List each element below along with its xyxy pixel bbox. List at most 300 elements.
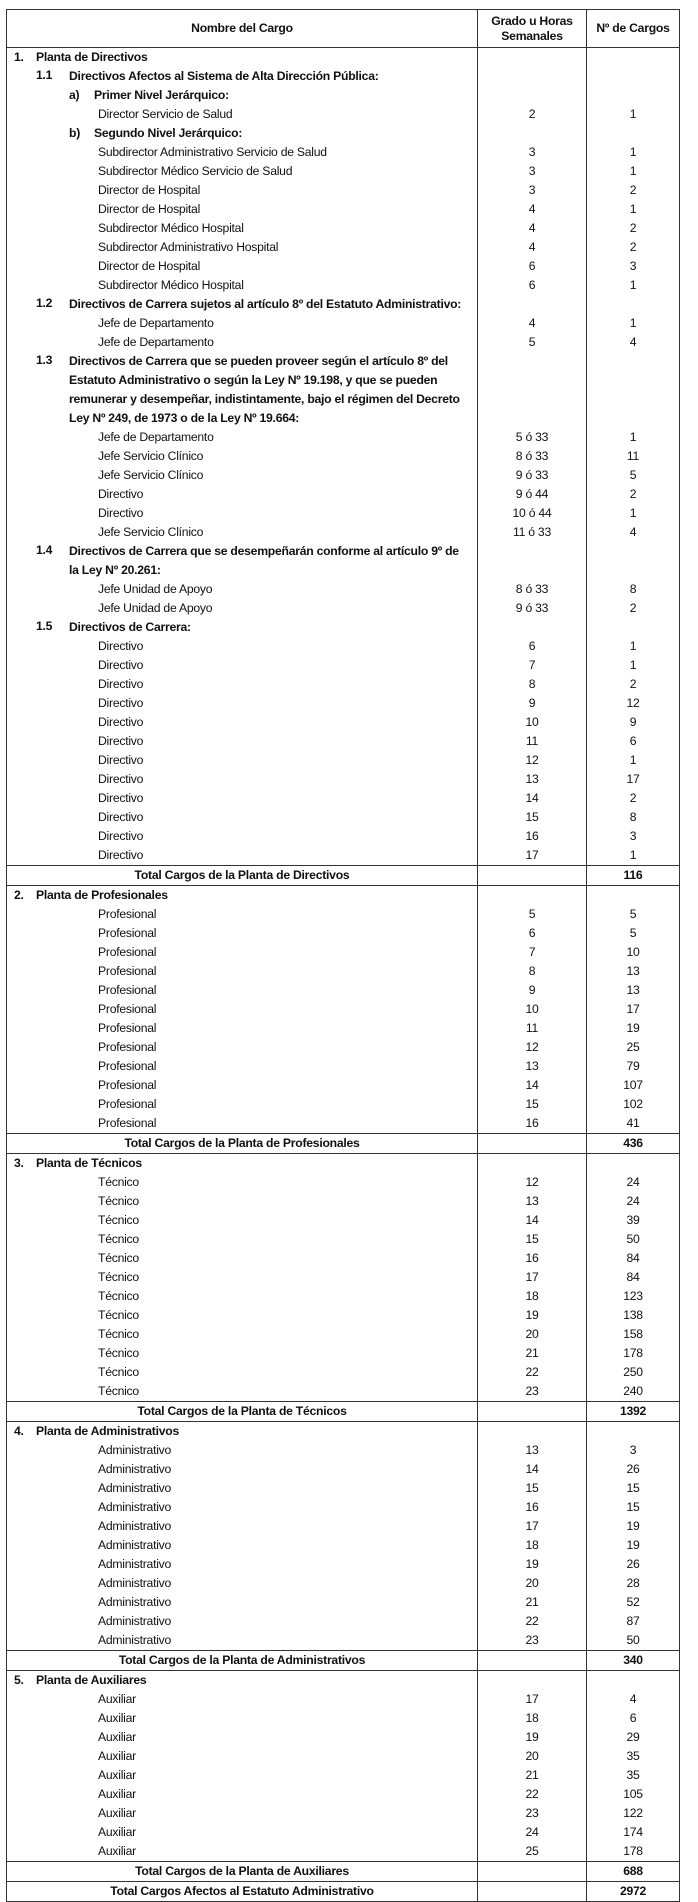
table-row: [7, 1382, 680, 1402]
cargo-count: 50: [587, 1230, 680, 1249]
cargo-grade: 18: [478, 1536, 587, 1555]
empty-count: [587, 86, 680, 105]
cargo-name: [7, 1517, 478, 1536]
empty-count: [587, 886, 680, 906]
empty-grade: [478, 67, 587, 86]
cargo-name-text: Directivo: [98, 677, 144, 691]
table-row: [7, 333, 680, 352]
cargo-grade: 13: [478, 1192, 587, 1211]
cargo-name-text: Auxiliar: [98, 1730, 136, 1744]
cargo-name: [7, 1747, 478, 1766]
cargo-grade: 6: [478, 276, 587, 295]
cargo-grade: 8 ó 33: [478, 580, 587, 599]
cargo-count: 1: [587, 428, 680, 447]
cargo-name-text: Técnico: [98, 1213, 139, 1227]
cargo-name: [7, 257, 478, 276]
cargo-name-text: Auxiliar: [98, 1749, 136, 1763]
cargo-count: 2: [587, 238, 680, 257]
cargo-name-text: Administrativo: [98, 1481, 172, 1495]
table-row: [7, 1211, 680, 1230]
cargo-name-text: Directivo: [98, 829, 144, 843]
table-row: [7, 905, 680, 924]
cargo-grade: 16: [478, 1249, 587, 1268]
cargo-grade: 10: [478, 713, 587, 732]
empty-count: [587, 295, 680, 314]
cargo-count: 3: [587, 1441, 680, 1460]
cargo-name-text: Técnico: [98, 1175, 139, 1189]
cargo-name: [7, 943, 478, 962]
cargo-name: [7, 1574, 478, 1593]
cargo-name-text: Director de Hospital: [98, 183, 201, 197]
cargo-count: 11: [587, 447, 680, 466]
cargo-grade: 21: [478, 1766, 587, 1785]
table-row: [7, 162, 680, 181]
cargo-name-text: Profesional: [98, 1059, 157, 1073]
cargo-grade: 4: [478, 219, 587, 238]
cargo-name-text: Técnico: [98, 1346, 139, 1360]
cargo-name-text: Profesional: [98, 1002, 157, 1016]
empty-grade: [478, 886, 587, 906]
cargo-count: 50: [587, 1631, 680, 1651]
section-total-row: [7, 1134, 680, 1154]
cargo-name-text: Profesional: [98, 983, 157, 997]
table-row: [7, 732, 680, 751]
cargo-count: 13: [587, 981, 680, 1000]
cargo-name-text: Subdirector Médico Hospital: [98, 278, 244, 292]
table-row: [7, 1823, 680, 1842]
cargo-name-text: Auxiliar: [98, 1768, 136, 1782]
empty-grade: [478, 1671, 587, 1691]
cargo-count: 3: [587, 257, 680, 276]
section-total-row-count: 340: [587, 1651, 680, 1671]
cargo-name-text: Directivo: [98, 506, 144, 520]
table-row: [7, 523, 680, 542]
subsection-heading-title: Directivos de Carrera que se pueden proveer según el artículo 8º del Estatuto Administrativo o según la Ley Nº 19.198, y que se pueden remunerar y desempeñar, indistintamente, bajo el régimen del Decreto Ley Nº 249, de 1973 o de la Ley Nº 19.664:: [69, 354, 460, 425]
cargo-name: [7, 808, 478, 827]
cargo-name-text: Directivo: [98, 715, 144, 729]
cargo-grade: 12: [478, 1038, 587, 1057]
cargo-count: 2: [587, 675, 680, 694]
cargo-name: [7, 1785, 478, 1804]
cargo-name-text: Director Servicio de Salud: [98, 107, 233, 121]
section-heading-title: Planta de Profesionales: [36, 888, 168, 902]
table-row: [7, 1612, 680, 1631]
section-heading: [7, 1154, 680, 1174]
cargo-name: [7, 1441, 478, 1460]
table-row: [7, 1498, 680, 1517]
cargo-grade: 9 ó 33: [478, 599, 587, 618]
grand-total-row-label: Total Cargos Afectos al Estatuto Administrativo: [7, 1882, 478, 1902]
cargo-count: 102: [587, 1095, 680, 1114]
cargo-grade: 2: [478, 105, 587, 124]
cargo-grade: 5 ó 33: [478, 428, 587, 447]
cargo-name-text: Subdirector Administrativo Servicio de Salud: [98, 145, 327, 159]
cargo-grade: 11 ó 33: [478, 523, 587, 542]
level-heading-title: Primer Nivel Jerárquico:: [94, 88, 229, 102]
table-row: [7, 105, 680, 124]
section-heading-number: 2.: [14, 888, 24, 902]
cargo-count: 24: [587, 1192, 680, 1211]
cargo-count: 1: [587, 314, 680, 333]
cargo-name-text: Técnico: [98, 1327, 139, 1341]
cargo-grade: 14: [478, 1460, 587, 1479]
cargo-name: [7, 637, 478, 656]
cargo-name-text: Profesional: [98, 945, 157, 959]
cargo-name-text: Auxiliar: [98, 1787, 136, 1801]
cargo-grade: 8: [478, 675, 587, 694]
cargo-grade: 23: [478, 1804, 587, 1823]
section-total-row-label: Total Cargos de la Planta de Profesionales: [7, 1134, 478, 1154]
cargo-count: 107: [587, 1076, 680, 1095]
cargo-grade: 17: [478, 1517, 587, 1536]
section-total-row-label: Total Cargos de la Planta de Auxiliares: [7, 1862, 478, 1882]
cargo-count: 9: [587, 713, 680, 732]
cargo-name: [7, 1479, 478, 1498]
subsection-heading-number: 1.2: [36, 296, 53, 310]
cargo-grade: 21: [478, 1593, 587, 1612]
cargo-name-text: Técnico: [98, 1384, 139, 1398]
cargo-name: [7, 924, 478, 943]
cargo-name-text: Jefe de Departamento: [98, 335, 214, 349]
cargo-count: 79: [587, 1057, 680, 1076]
section-total-row-grade: [478, 1862, 587, 1882]
cargo-grade: 5: [478, 333, 587, 352]
section-heading: [7, 48, 680, 68]
cargo-name-text: Administrativo: [98, 1500, 172, 1514]
cargo-count: 4: [587, 523, 680, 542]
cargo-grade: 15: [478, 1230, 587, 1249]
empty-count: [587, 618, 680, 637]
cargo-name: [7, 523, 478, 542]
section-heading: [7, 886, 680, 906]
section-heading-title: Planta de Administrativos: [36, 1424, 179, 1438]
cargo-count: 10: [587, 943, 680, 962]
section-heading-cell: [7, 48, 478, 68]
cargo-grade: 6: [478, 924, 587, 943]
cargo-count: 5: [587, 466, 680, 485]
cargo-name: [7, 1728, 478, 1747]
cargo-name: [7, 1766, 478, 1785]
cargo-name-text: Administrativo: [98, 1462, 172, 1476]
table-row: [7, 1306, 680, 1325]
cargo-name: [7, 1325, 478, 1344]
subsection-heading-title: Directivos de Carrera:: [69, 620, 191, 634]
cargo-name: [7, 1460, 478, 1479]
cargo-name: [7, 732, 478, 751]
cargo-name-text: Jefe Servicio Clínico: [98, 468, 204, 482]
cargo-grade: 24: [478, 1823, 587, 1842]
table-row: [7, 1000, 680, 1019]
cargo-name-text: Técnico: [98, 1365, 139, 1379]
cargo-name-text: Técnico: [98, 1232, 139, 1246]
cargos-table: [6, 9, 680, 1902]
cargo-name-text: Técnico: [98, 1308, 139, 1322]
cargo-grade: 22: [478, 1612, 587, 1631]
table-row: [7, 1249, 680, 1268]
cargo-count: 2: [587, 789, 680, 808]
subsection-heading-number: 1.4: [36, 543, 53, 557]
cargo-name-text: Administrativo: [98, 1633, 172, 1647]
cargo-count: 8: [587, 580, 680, 599]
cargo-grade: 16: [478, 827, 587, 846]
empty-grade: [478, 124, 587, 143]
table-row: [7, 200, 680, 219]
section-total-row-count: 688: [587, 1862, 680, 1882]
cargo-count: 2: [587, 599, 680, 618]
cargo-count: 1: [587, 751, 680, 770]
cargo-name-text: Administrativo: [98, 1443, 172, 1457]
cargo-name: [7, 789, 478, 808]
table-row: [7, 694, 680, 713]
cargo-name-text: Jefe de Departamento: [98, 430, 214, 444]
cargo-count: 2: [587, 219, 680, 238]
cargo-grade: 20: [478, 1747, 587, 1766]
cargo-name-text: Administrativo: [98, 1576, 172, 1590]
level-heading-cell: [7, 86, 478, 105]
cargo-name: [7, 1804, 478, 1823]
cargo-count: 4: [587, 1690, 680, 1709]
cargo-grade: 22: [478, 1363, 587, 1382]
cargo-grade: 17: [478, 1690, 587, 1709]
section-total-row-count: 116: [587, 866, 680, 886]
cargo-grade: 13: [478, 1441, 587, 1460]
table-row: [7, 1019, 680, 1038]
section-heading-cell: [7, 1422, 478, 1442]
cargo-name: [7, 1057, 478, 1076]
cargo-name: [7, 656, 478, 675]
cargo-grade: 7: [478, 943, 587, 962]
section-heading-title: Planta de Directivos: [36, 50, 148, 64]
cargo-name-text: Técnico: [98, 1289, 139, 1303]
section-total-row-grade: [478, 1651, 587, 1671]
cargo-count: 1: [587, 504, 680, 523]
cargo-count: 24: [587, 1173, 680, 1192]
cargo-name: [7, 599, 478, 618]
grand-total-row-grade: [478, 1882, 587, 1902]
cargo-name: [7, 485, 478, 504]
cargo-name: [7, 770, 478, 789]
cargo-count: 87: [587, 1612, 680, 1631]
table-row: [7, 1114, 680, 1134]
subsection-heading-number: 1.3: [36, 353, 53, 367]
cargo-grade: 19: [478, 1728, 587, 1747]
cargo-grade: 6: [478, 637, 587, 656]
empty-grade: [478, 48, 587, 68]
table-body: [7, 48, 680, 1902]
cargo-name: [7, 333, 478, 352]
cargo-grade: 22: [478, 1785, 587, 1804]
cargo-grade: 17: [478, 846, 587, 866]
cargo-name-text: Jefe Unidad de Apoyo: [98, 582, 213, 596]
table-row: [7, 504, 680, 523]
cargo-name: [7, 1382, 478, 1402]
cargo-name: [7, 1076, 478, 1095]
table-row: [7, 1536, 680, 1555]
cargo-grade: 15: [478, 808, 587, 827]
cargo-count: 26: [587, 1555, 680, 1574]
subsection-heading-title: Directivos de Carrera que se desempeñarán conforme al artículo 9º de la Ley Nº 20.261:: [69, 544, 459, 577]
table-row: [7, 808, 680, 827]
cargo-count: 240: [587, 1382, 680, 1402]
cargo-count: 17: [587, 770, 680, 789]
header-nombre-del-cargo: Nombre del Cargo: [7, 10, 478, 48]
table-row: [7, 943, 680, 962]
subsection-heading-cell: [7, 542, 478, 580]
cargo-count: 29: [587, 1728, 680, 1747]
cargo-name-text: Directivo: [98, 791, 144, 805]
cargo-count: 1: [587, 276, 680, 295]
cargo-grade: 18: [478, 1287, 587, 1306]
table-row: [7, 1766, 680, 1785]
cargo-name: [7, 162, 478, 181]
table-row: [7, 1095, 680, 1114]
subsection-heading: [7, 295, 680, 314]
cargo-grade: 9 ó 33: [478, 466, 587, 485]
cargo-name-text: Administrativo: [98, 1557, 172, 1571]
table-row: [7, 143, 680, 162]
cargo-name: [7, 1000, 478, 1019]
cargo-name: [7, 962, 478, 981]
cargo-name-text: Jefe Servicio Clínico: [98, 525, 204, 539]
cargo-count: 1: [587, 143, 680, 162]
header-numero-cargos: Nº de Cargos: [587, 10, 680, 48]
cargo-name-text: Jefe de Departamento: [98, 316, 214, 330]
cargo-count: 4: [587, 333, 680, 352]
cargo-name: [7, 1555, 478, 1574]
section-total-row: [7, 1651, 680, 1671]
level-heading-title: Segundo Nivel Jerárquico:: [94, 126, 243, 140]
cargo-name: [7, 694, 478, 713]
cargo-grade: 3: [478, 143, 587, 162]
table-row: [7, 1076, 680, 1095]
table-row: [7, 276, 680, 295]
subsection-heading-cell: [7, 618, 478, 637]
table-row: [7, 1057, 680, 1076]
subsection-heading-number: 1.5: [36, 619, 53, 633]
cargo-count: 41: [587, 1114, 680, 1134]
cargo-name: [7, 1249, 478, 1268]
table-row: [7, 751, 680, 770]
section-total-row-grade: [478, 1402, 587, 1422]
table-row: [7, 1268, 680, 1287]
table-row: [7, 1038, 680, 1057]
section-heading-title: Planta de Técnicos: [36, 1156, 142, 1170]
section-total-row-count: 436: [587, 1134, 680, 1154]
subsection-heading-label: [7, 295, 477, 314]
cargo-grade: 10: [478, 1000, 587, 1019]
cargo-name: [7, 827, 478, 846]
cargo-name-text: Jefe Unidad de Apoyo: [98, 601, 213, 615]
table-row: [7, 637, 680, 656]
cargo-count: 178: [587, 1842, 680, 1862]
table-row: [7, 1230, 680, 1249]
cargo-count: 19: [587, 1019, 680, 1038]
table-row: [7, 1747, 680, 1766]
table-row: [7, 1192, 680, 1211]
cargo-name: [7, 504, 478, 523]
level-heading-cell: [7, 124, 478, 143]
cargo-grade: 14: [478, 789, 587, 808]
section-heading-label: [7, 1423, 477, 1440]
empty-grade: [478, 86, 587, 105]
cargo-grade: 23: [478, 1382, 587, 1402]
cargo-count: 3: [587, 827, 680, 846]
cargo-grade: 9: [478, 981, 587, 1000]
cargo-grade: 7: [478, 656, 587, 675]
cargo-name: [7, 1536, 478, 1555]
cargo-count: 6: [587, 732, 680, 751]
table-row: [7, 428, 680, 447]
cargo-name: [7, 1498, 478, 1517]
cargo-name-text: Director de Hospital: [98, 202, 201, 216]
cargo-name: [7, 105, 478, 124]
cargo-count: 105: [587, 1785, 680, 1804]
cargo-name-text: Directivo: [98, 696, 144, 710]
cargo-grade: 9: [478, 694, 587, 713]
section-heading-cell: [7, 1154, 478, 1174]
section-heading: [7, 1422, 680, 1442]
cargo-grade: 3: [478, 181, 587, 200]
empty-grade: [478, 618, 587, 637]
cargo-count: 84: [587, 1249, 680, 1268]
cargo-name-text: Técnico: [98, 1251, 139, 1265]
cargo-count: 250: [587, 1363, 680, 1382]
cargo-count: 2: [587, 485, 680, 504]
subsection-heading-label: [7, 352, 477, 428]
table-row: [7, 1344, 680, 1363]
table-row: [7, 1842, 680, 1862]
cargo-name: [7, 219, 478, 238]
cargo-count: 52: [587, 1593, 680, 1612]
table-row: [7, 1785, 680, 1804]
cargo-name: [7, 846, 478, 866]
cargo-name-text: Auxiliar: [98, 1844, 136, 1858]
table-row: [7, 580, 680, 599]
cargo-name-text: Auxiliar: [98, 1825, 136, 1839]
cargo-grade: 19: [478, 1555, 587, 1574]
cargo-grade: 14: [478, 1211, 587, 1230]
table-row: [7, 447, 680, 466]
cargo-count: 174: [587, 1823, 680, 1842]
cargo-name-text: Administrativo: [98, 1519, 172, 1533]
level-heading: [7, 124, 680, 143]
cargo-grade: 15: [478, 1095, 587, 1114]
section-total-row: [7, 866, 680, 886]
section-total-row-count: 1392: [587, 1402, 680, 1422]
empty-grade: [478, 352, 587, 428]
cargo-grade: 5: [478, 905, 587, 924]
cargo-name-text: Profesional: [98, 1040, 157, 1054]
subsection-heading-title: Directivos Afectos al Sistema de Alta Dirección Pública:: [69, 69, 379, 83]
cargo-name: [7, 314, 478, 333]
cargo-name: [7, 580, 478, 599]
empty-count: [587, 48, 680, 68]
cargo-name: [7, 675, 478, 694]
cargo-name-text: Profesional: [98, 926, 157, 940]
section-heading-number: 4.: [14, 1424, 24, 1438]
table-row: [7, 181, 680, 200]
cargo-count: 5: [587, 924, 680, 943]
cargo-name-text: Profesional: [98, 1021, 157, 1035]
cargo-name: [7, 1631, 478, 1651]
table-row: [7, 1804, 680, 1823]
table-row: [7, 1631, 680, 1651]
cargo-name-text: Subdirector Médico Servicio de Salud: [98, 164, 293, 178]
subsection-heading: [7, 542, 680, 580]
cargo-grade: 19: [478, 1306, 587, 1325]
table-row: [7, 1593, 680, 1612]
cargo-name: [7, 181, 478, 200]
